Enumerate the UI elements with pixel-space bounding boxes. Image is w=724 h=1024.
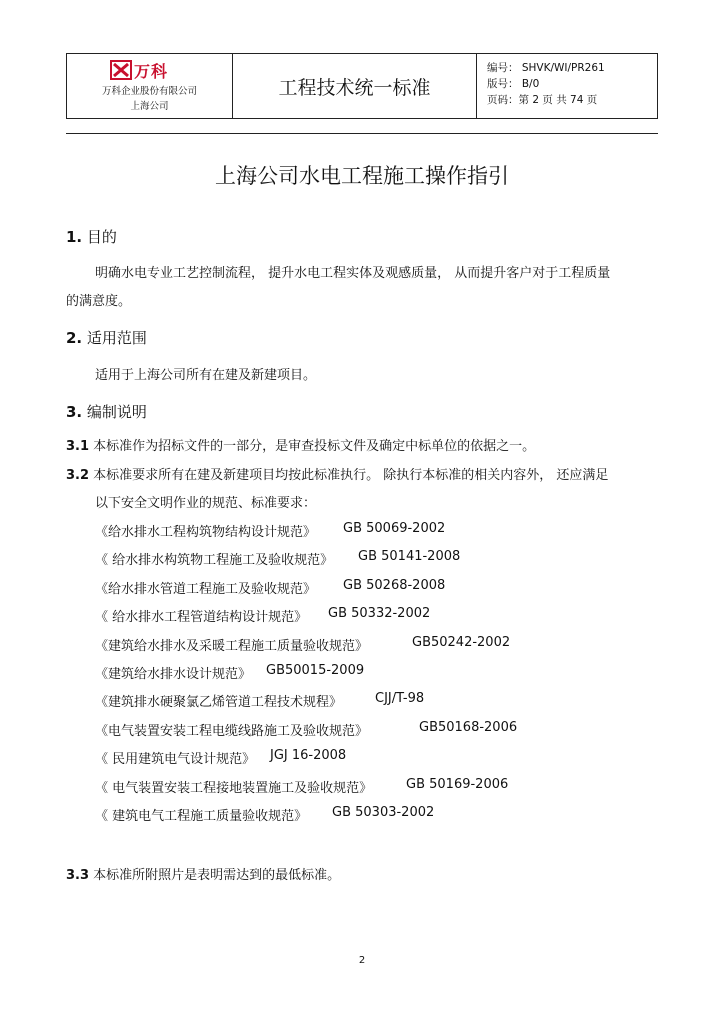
- clause-item: [66, 864, 340, 883]
- header-rule: [66, 133, 658, 134]
- standard-row: [95, 578, 446, 597]
- standard-row: [95, 606, 431, 625]
- standard-name: 《 建筑电气工程施工质量验收规范》: [95, 809, 308, 824]
- standard-row: [95, 521, 446, 540]
- document-title: 上海公司水电工程施工操作指引: [215, 164, 509, 188]
- standard-name: 《给水排水工程构筑物结构设计规范》: [95, 525, 317, 540]
- standard-code: GB 50303-2002: [332, 805, 435, 820]
- document-header: [66, 53, 658, 119]
- standard-name: 《 电气装置安装工程接地装置施工及验收规范》: [95, 781, 373, 796]
- section-title: 编制说明: [86, 403, 147, 421]
- clause-number: 3.3: [66, 868, 90, 883]
- standard-code: GB 50332-2002: [328, 606, 431, 621]
- standard-name: 《建筑排水硬聚氯乙烯管道工程技术规程》: [95, 695, 343, 710]
- section-heading: [66, 327, 147, 348]
- clause-text: 本标准要求所有在建及新建项目均按此标准执行。 除执行本标准的相关内容外， 还应满足: [93, 468, 609, 483]
- clause-text: 本标准所附照片是表明需达到的最低标准。: [93, 868, 341, 883]
- standard-row: [95, 549, 461, 568]
- standard-row: [95, 691, 425, 710]
- standard-code: GB 50268-2008: [343, 578, 446, 593]
- clause-text: 本标准作为招标文件的一部分，是审查投标文件及确定中标单位的依据之一。: [93, 439, 536, 454]
- standard-name: 《给水排水管道工程施工及验收规范》: [95, 582, 317, 597]
- logo-text: 万科: [134, 62, 169, 81]
- standard-row: [95, 805, 435, 824]
- standard-code: JGJ 16-2008: [270, 748, 347, 763]
- section-heading: [66, 401, 147, 422]
- standard-code: GB50015-2009: [266, 663, 365, 678]
- clause-number: 3.2: [66, 468, 90, 483]
- company-logo-cell: [67, 54, 233, 118]
- standard-name: 《 给水排水构筑物工程施工及验收规范》: [95, 553, 334, 568]
- standard-row: [95, 748, 347, 767]
- standard-name: 《建筑给水排水及采暖工程施工质量验收规范》: [95, 639, 369, 654]
- document-meta: [477, 54, 657, 118]
- clause-item: [66, 464, 608, 483]
- doc-code: 编号： SHVK/WI/PR261: [487, 62, 605, 74]
- standard-code: GB 50141-2008: [358, 549, 461, 564]
- standard-row: [95, 720, 518, 739]
- clause-number: 3.1: [66, 439, 90, 454]
- branch-name: 上海公司: [130, 101, 169, 112]
- standard-code: GB50242-2002: [412, 635, 511, 650]
- standard-name: 《建筑给水排水设计规范》: [95, 667, 252, 682]
- standard-code: GB 50169-2006: [406, 777, 509, 792]
- standard-row: [95, 635, 511, 654]
- purpose-line: 的满意度。: [66, 294, 132, 309]
- standard-title: 工程技术统一标准: [233, 54, 477, 118]
- standard-name: 《 民用建筑电气设计规范》: [95, 752, 256, 767]
- doc-page: 页码：第 2 页 共 74 页: [487, 94, 598, 106]
- page-number: 2: [358, 955, 366, 966]
- standard-name: 《 给水排水工程管道结构设计规范》: [95, 610, 308, 625]
- section-number: 3.: [66, 403, 83, 421]
- scope-text: 适用于上海公司所有在建及新建项目。: [95, 368, 317, 383]
- standard-code: GB50168-2006: [419, 720, 518, 735]
- standard-row: [95, 663, 365, 682]
- section-number: 1.: [66, 228, 83, 246]
- section-title: 目的: [86, 228, 117, 246]
- standard-code: GB 50069-2002: [343, 521, 446, 536]
- standard-code: CJJ/T-98: [375, 691, 425, 706]
- section-number: 2.: [66, 329, 83, 347]
- standard-name: 《电气装置安装工程电缆线路施工及验收规范》: [95, 724, 369, 739]
- standard-row: [95, 777, 509, 796]
- clause-continuation: 以下安全文明作业的规范、标准要求：: [95, 496, 317, 511]
- clause-item: [66, 435, 535, 454]
- section-heading: [66, 226, 117, 247]
- doc-version: 版号： B/0: [487, 78, 540, 90]
- vanke-logo-icon: [110, 60, 132, 80]
- company-name-line: 万科企业股份有限公司: [101, 86, 197, 97]
- section-title: 适用范围: [86, 329, 147, 347]
- purpose-line: 明确水电专业工艺控制流程， 提升水电工程实体及观感质量， 从而提升客户对于工程质量: [95, 266, 611, 281]
- company-name: [67, 84, 232, 114]
